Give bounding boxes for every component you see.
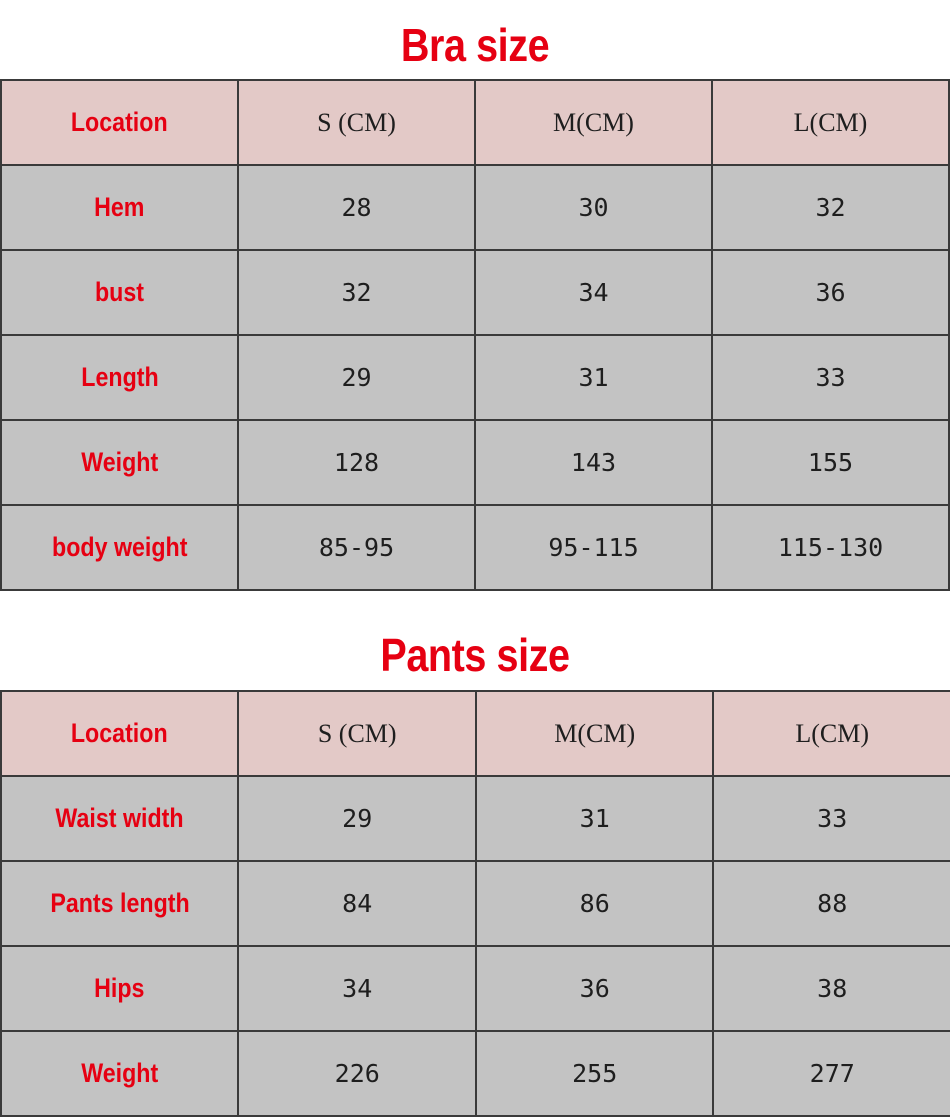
cell-l: 36	[712, 250, 949, 335]
cell-m: 36	[476, 946, 713, 1031]
row-label: body weight	[1, 505, 238, 590]
table-row	[1, 335, 949, 420]
cell-s: 29	[238, 776, 475, 861]
cell-l: 277	[713, 1031, 950, 1116]
cell-s: 84	[238, 861, 475, 946]
row-label: Weight	[1, 1031, 238, 1116]
cell-l: 88	[713, 861, 950, 946]
cell-m: 30	[475, 165, 712, 250]
row-label: Hips	[1, 946, 238, 1031]
table-row	[1, 505, 949, 590]
row-label: Weight	[1, 420, 238, 505]
cell-l: 115-130	[712, 505, 949, 590]
pants-size-table	[0, 690, 950, 1117]
header-size-s: S (CM)	[238, 691, 475, 776]
cell-l: 155	[712, 420, 949, 505]
table-row	[1, 776, 950, 861]
header-size-l: L(CM)	[712, 80, 949, 165]
cell-m: 86	[476, 861, 713, 946]
header-size-m: M(CM)	[476, 691, 713, 776]
cell-m: 95-115	[475, 505, 712, 590]
header-location: Location	[1, 80, 238, 165]
cell-s: 32	[238, 250, 475, 335]
cell-m: 31	[476, 776, 713, 861]
cell-l: 33	[713, 776, 950, 861]
bra-size-table	[0, 79, 950, 591]
row-label: bust	[1, 250, 238, 335]
row-label: Pants length	[1, 861, 238, 946]
cell-s: 28	[238, 165, 475, 250]
table-row	[1, 165, 949, 250]
bra-size-title: Bra size	[400, 19, 550, 71]
table-row	[1, 1031, 950, 1116]
cell-m: 255	[476, 1031, 713, 1116]
cell-s: 226	[238, 1031, 475, 1116]
cell-m: 143	[475, 420, 712, 505]
cell-s: 29	[238, 335, 475, 420]
cell-s: 85-95	[238, 505, 475, 590]
table-row	[1, 946, 950, 1031]
cell-s: 34	[238, 946, 475, 1031]
header-size-l: L(CM)	[713, 691, 950, 776]
cell-s: 128	[238, 420, 475, 505]
row-label: Length	[1, 335, 238, 420]
row-label: Hem	[1, 165, 238, 250]
table-row	[1, 861, 950, 946]
header-size-m: M(CM)	[475, 80, 712, 165]
table-row	[1, 420, 949, 505]
header-size-s: S (CM)	[238, 80, 475, 165]
cell-m: 31	[475, 335, 712, 420]
table-row	[1, 250, 949, 335]
cell-l: 33	[712, 335, 949, 420]
cell-l: 32	[712, 165, 949, 250]
header-location: Location	[1, 691, 238, 776]
table-header-row	[1, 80, 949, 165]
pants-size-title: Pants size	[380, 629, 570, 681]
cell-m: 34	[475, 250, 712, 335]
row-label: Waist width	[1, 776, 238, 861]
cell-l: 38	[713, 946, 950, 1031]
table-header-row	[1, 691, 950, 776]
